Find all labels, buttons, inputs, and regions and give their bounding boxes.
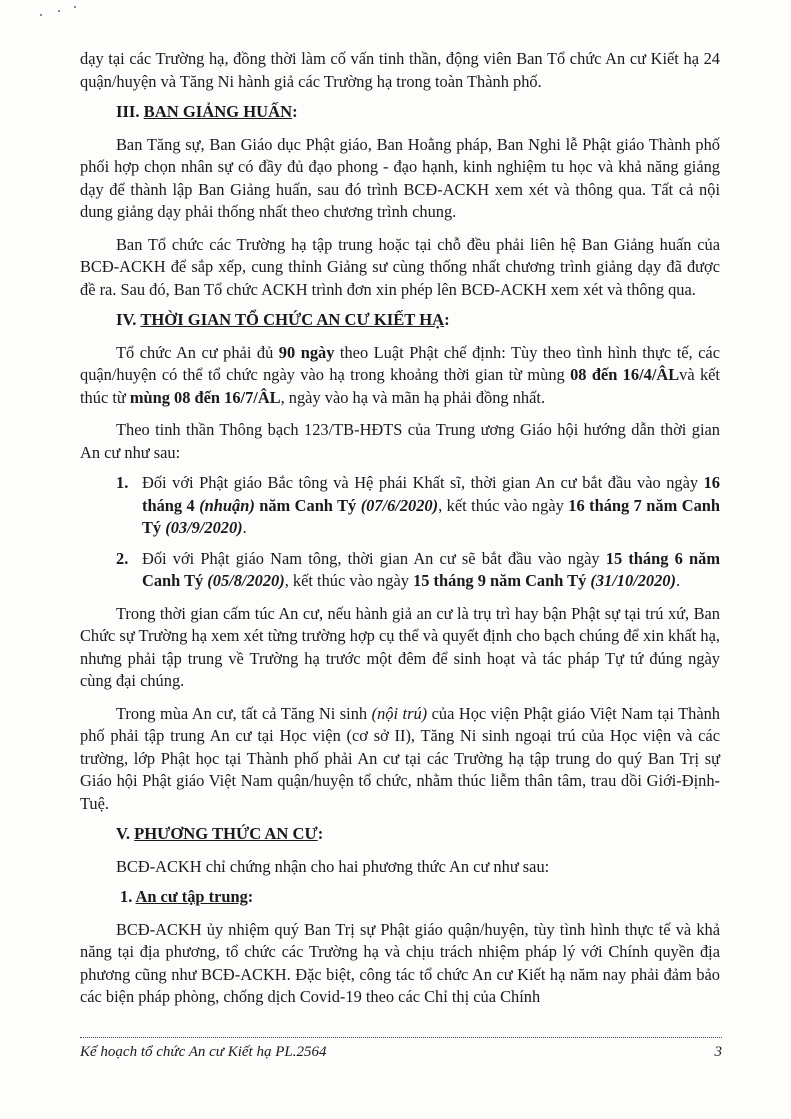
scan-speck	[74, 6, 76, 8]
page-footer	[80, 1044, 722, 1061]
list-item: 2. Đối với Phật giáo Nam tông, thời gian An cư sẽ bắt đầu vào ngày 15 tháng 6 năm Canh Tý (05/8/2020), kết thúc vào ngày 15 tháng 9 năm Canh Tý (31/10/2020).	[116, 548, 720, 590]
document-body	[80, 48, 720, 1009]
list-item: 1. Đối với Phật giáo Bắc tông và Hệ phái Khất sĩ, thời gian An cư bắt đầu vào ngày 16 tháng 4 (nhuận) năm Canh Tý (07/6/2020), kết thúc vào ngày 16 tháng 7 năm Canh Tý (03/9/2020).	[116, 473, 720, 537]
paragraph-giang-huan-2: Ban Tổ chức các Trường hạ tập trung hoặc tại chỗ đều phải liên hệ Ban Giảng huấn của BCĐ-ACKH để sắp xếp, cung thỉnh Giảng sư cùng thống nhất chương trình giảng dạy đã được đề ra. Sau đó, Ban Tổ chức ACKH trình đơn xin phép lên BCĐ-ACKH xem xét và thông qua.	[80, 234, 720, 299]
paragraph-continuation: dạy tại các Trường hạ, đồng thời làm cố vấn tinh thần, động viên Ban Tổ chức An cư Kiết hạ 24 quận/huyện và Tăng Ni hành giả các Trường hạ trong toàn Thành phố.	[80, 49, 720, 91]
numbered-list	[116, 472, 720, 593]
footer-title: Kế hoạch tổ chức An cư Kiết hạ PL.2564	[80, 1044, 327, 1060]
footer-divider	[80, 1037, 722, 1038]
scan-speck	[58, 10, 60, 12]
paragraph-giang-huan-1: Ban Tăng sự, Ban Giáo dục Phật giáo, Ban Hoằng pháp, Ban Nghi lễ Phật giáo Thành phố phối hợp chọn nhân sự có đầy đủ đạo phong - đạo hạnh, kinh nghiệm tu học và khả năng giảng dạy để thành lập Ban Giảng huấn, sau đó trình BCĐ-ACKH xem xét và thông qua. Tất cả nội dung giảng dạy phải thống nhất theo chương trình chung.	[80, 134, 720, 221]
paragraph-cam-tuc: Trong thời gian cấm túc An cư, nếu hành giả an cư là trụ trì hay bận Phật sự tại trú xứ, Ban Chức sự Trường hạ xem xét từng trường hợp cụ thể và quyết định cho bạch chúng để xin khất hạ, nhưng phải tập trung về Trường hạ trước một đêm để sinh hoạt và tác pháp Tự tứ đúng ngày cùng đại chúng.	[80, 603, 720, 690]
section-heading-iii: III. BAN GIẢNG HUẤN:	[116, 102, 298, 121]
paragraph-tang-ni-sinh: Trong mùa An cư, tất cả Tăng Ni sinh (nội trú) của Học viện Phật giáo Việt Nam tại Thành phố phải tập trung An cư tại Học viện (cơ sở II), Tăng Ni sinh ngoại trú của Học viện và các trường, lớp Phật học tại Thành phố phải An cư tại các Trường hạ tập trung do quý Ban Trị sự Giáo hội Phật giáo Việt Nam quận/huyện tổ chức, nhằm thúc liễm thân tâm, trau dồi Giới-Định-Tuệ.	[80, 703, 720, 813]
section-heading-iv: IV. THỜI GIAN TỔ CHỨC AN CƯ KIẾT HẠ:	[116, 310, 450, 329]
subsection-heading-1: 1. An cư tập trung:	[120, 887, 254, 906]
section-heading-v: V. PHƯƠNG THỨC AN CƯ:	[116, 824, 324, 843]
paragraph-thoi-gian: Tổ chức An cư phải đủ 90 ngày theo Luật Phật chế định: Tùy theo tình hình thực tế, các quận/huyện có thể tổ chức ngày vào hạ trong khoảng thời gian từ mùng 08 đến 16/4/ÂLvà kết thúc từ mùng 08 đến 16/7/ÂL, ngày vào hạ và mãn hạ phải đồng nhất.	[80, 342, 720, 407]
paragraph-thong-bach: Theo tinh thần Thông bạch 123/TB-HĐTS của Trung ương Giáo hội hướng dẫn thời gian An cư như sau:	[80, 420, 720, 462]
scan-speck	[40, 14, 42, 16]
paragraph-phuong-thuc: BCĐ-ACKH chỉ chứng nhận cho hai phương thức An cư như sau:	[116, 856, 550, 876]
paragraph-tap-trung: BCĐ-ACKH ủy nhiệm quý Ban Trị sự Phật giáo quận/huyện, tùy tình hình thực tế và khả năng tại địa phương, tổ chức các Trường hạ và chịu trách nhiệm pháp lý với Chính quyền địa phương cũng như BCĐ-ACKH. Đặc biệt, công tác tổ chức An cư Kiết hạ năm nay phải đảm bảo các biện pháp phòng, chống dịch Covid-19 theo các Chỉ thị của Chính	[80, 919, 720, 1006]
page-number: 3	[714, 1044, 722, 1060]
